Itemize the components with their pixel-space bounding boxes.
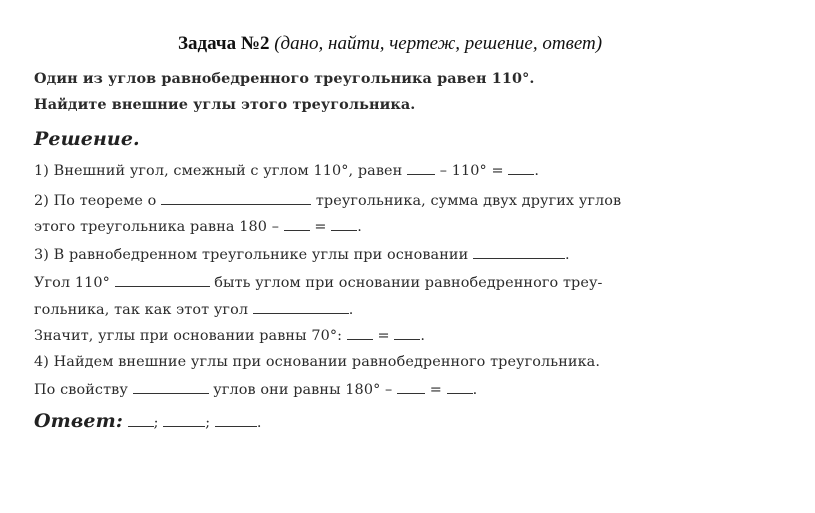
answer-blank[interactable] <box>215 414 257 427</box>
task-number: Задача №2 <box>178 33 270 54</box>
answer-blank[interactable] <box>128 414 154 427</box>
blank[interactable] <box>253 301 349 314</box>
answer-blank[interactable] <box>163 414 205 427</box>
blank[interactable] <box>331 218 357 231</box>
solution-step-3: 3) В равнобедренном треугольнике углы при основании . <box>34 247 570 263</box>
blank[interactable] <box>447 381 473 394</box>
blank[interactable] <box>407 162 435 175</box>
blank[interactable] <box>347 327 373 340</box>
solution-step-3-line-3: гольника, так как этот угол . <box>34 302 354 318</box>
blank[interactable] <box>133 381 209 394</box>
task-text-line-1: Один из углов равнобедренного треугольника равен 110°. <box>34 70 535 87</box>
solution-step-1: 1) Внешний угол, смежный с углом 110°, равен – 110° = . <box>34 163 539 179</box>
blank[interactable] <box>161 192 311 205</box>
blank[interactable] <box>284 218 310 231</box>
blank[interactable] <box>508 162 534 175</box>
solution-step-4: 4) Найдем внешние углы при основании равнобедренного треугольника. <box>34 354 601 370</box>
task-title <box>178 33 602 55</box>
blank[interactable] <box>397 381 425 394</box>
blank[interactable] <box>394 327 420 340</box>
answer-label: Ответ: <box>34 410 123 432</box>
blank[interactable] <box>473 246 565 259</box>
solution-step-2-cont: этого треугольника равна 180 – = . <box>34 219 362 235</box>
solution-step-3-line-2: Угол 110° быть углом при основании равнобедренного треу- <box>34 275 603 291</box>
task-instructions: (дано, найти, чертеж, решение, ответ) <box>274 33 603 54</box>
solution-step-4-line-2: По свойству углов они равны 180° – = . <box>34 382 478 398</box>
answer-line: Ответ: ; ; . <box>34 410 262 432</box>
solution-step-3-line-4: Значит, углы при основании равны 70°: = . <box>34 328 425 344</box>
blank[interactable] <box>115 274 210 287</box>
solution-step-2: 2) По теореме о треугольника, сумма двух других углов <box>34 193 622 209</box>
solution-heading: Решение. <box>34 128 140 150</box>
task-text-line-2: Найдите внешние углы этого треугольника. <box>34 96 416 113</box>
